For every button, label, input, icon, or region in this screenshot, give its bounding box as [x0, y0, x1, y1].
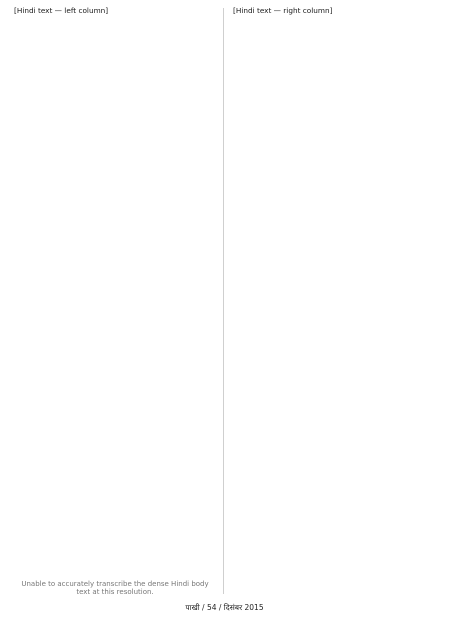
right-column: [233, 6, 435, 596]
page-footer: पाखी / 54 / दिसंबर 2015: [185, 603, 264, 612]
transcription-note: Unable to accurately transcribe the dense Hindi body text at this resolution.: [21, 580, 209, 596]
column-divider: [223, 8, 224, 594]
article-page: [14, 6, 435, 596]
left-column: [14, 6, 216, 596]
paragraph: [Hindi text — left column]: [14, 6, 109, 15]
paragraph: [Hindi text — right column]: [233, 6, 333, 15]
